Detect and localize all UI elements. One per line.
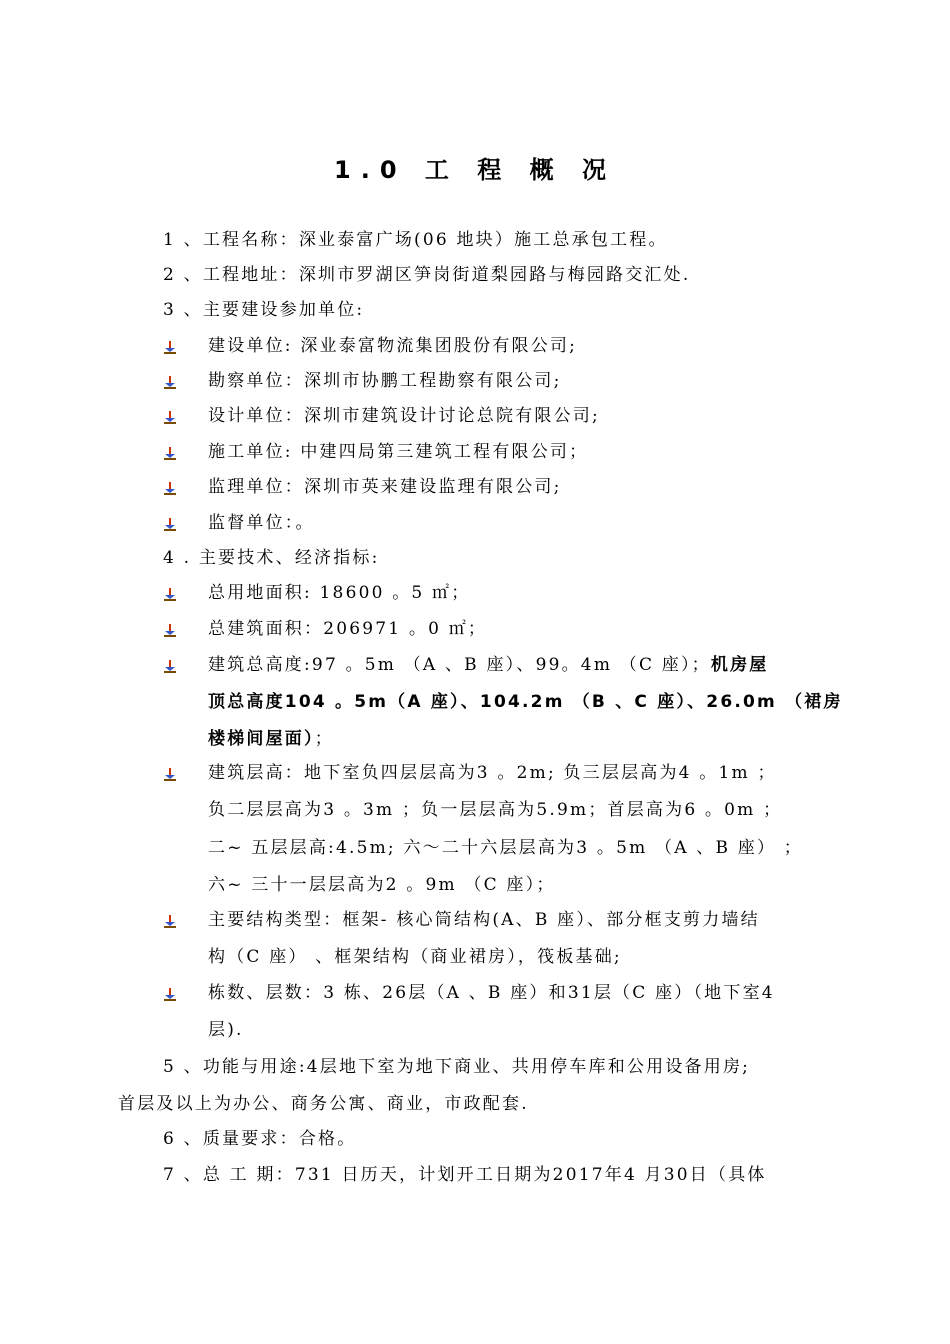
bullet-icon xyxy=(163,659,177,673)
bullet-icon xyxy=(163,481,177,495)
buildings-floors-line-2: 层). xyxy=(208,1020,244,1040)
buildings-floors-line-1: 栋数、层数：3 栋、26层（A 、B 座）和31层（C 座）（地下室4 xyxy=(208,983,775,1003)
floor-height-line-2: 负二层层高为3 。3m ；负一层层高为5.9m；首层高为6 。0m ； xyxy=(208,800,783,820)
bullet-icon xyxy=(163,767,177,781)
machine-room-label: 机房屋 xyxy=(710,655,769,675)
building-height-line-2: 顶总高度104 。5m（A 座）、104.2m （B 、C 座）、26.0m （裙房 xyxy=(208,692,843,712)
unit-supervision: 监理单位：深圳市英来建设监理有限公司; xyxy=(208,477,562,497)
bullet-icon xyxy=(163,446,177,460)
total-land-area: 总用地面积: 18600 。5 ㎡； xyxy=(208,583,471,603)
item-5-function-line-2: 首层及以上为办公、商务公寓、商业，市政配套. xyxy=(118,1094,529,1114)
unit-design: 设计单位：深圳市建筑设计讨论总院有限公司; xyxy=(208,406,600,426)
structure-type-line-1: 主要结构类型：框架- 核心筒结构(A、B 座）、部分框支剪力墙结 xyxy=(208,910,760,930)
bullet-icon xyxy=(163,587,177,601)
bullet-icon xyxy=(163,914,177,928)
unit-oversight: 监督单位：。 xyxy=(208,513,315,533)
bullet-icon xyxy=(163,375,177,389)
item-6-quality: 6 、质量要求：合格。 xyxy=(163,1129,357,1149)
building-height-line-1 xyxy=(208,651,768,679)
floor-height-line-4: 六~ 三十一层层高为2 。9m （C 座）； xyxy=(208,875,556,895)
bullet-icon xyxy=(163,987,177,1001)
building-height-text: 建筑总高度:97 。5m （A 、B 座）、99。4m （C 座）； xyxy=(208,655,711,675)
item-1-project-name: 1 、工程名称：深业泰富广场(06 地块）施工总承包工程。 xyxy=(163,230,668,250)
item-5-function-line-1: 5 、功能与用途:4层地下室为地下商业、共用停车库和公用设备用房; xyxy=(163,1057,751,1077)
building-height-end: ； xyxy=(314,729,334,749)
building-height-line-3 xyxy=(208,725,334,753)
unit-survey: 勘察单位：深圳市协鹏工程勘察有限公司; xyxy=(208,371,562,391)
bullet-icon xyxy=(163,340,177,354)
page-title: 1.0 工 程 概 况 xyxy=(334,156,616,184)
bullet-icon xyxy=(163,410,177,424)
structure-type-line-2: 构（C 座） 、框架结构（商业裙房），筏板基础; xyxy=(208,947,622,967)
bullet-icon xyxy=(163,517,177,531)
stair-roof-label: 楼梯间屋面） xyxy=(208,729,315,749)
total-building-area: 总建筑面积：206971 。0 ㎡； xyxy=(208,619,488,639)
unit-construction: 施工单位: 中建四局第三建筑工程有限公司； xyxy=(208,442,589,462)
item-2-project-address: 2 、工程地址：深圳市罗湖区笋岗街道梨园路与梅园路交汇处. xyxy=(163,265,691,285)
item-3-participants-heading: 3 、主要建设参加单位: xyxy=(163,300,365,320)
floor-height-line-3: 二~ 五层层高:4.5m; 六～二十六层层高为3 。5m （A 、B 座） ； xyxy=(208,838,804,858)
floor-height-line-1: 建筑层高：地下室负四层层高为3 。2m; 负三层层高为4 。1m ； xyxy=(208,763,777,783)
item-7-duration: 7 、总 工 期：731 日历天，计划开工日期为2017年4 月30日（具体 xyxy=(163,1165,767,1185)
item-4-indicators-heading: 4 . 主要技术、经济指标: xyxy=(163,548,380,568)
unit-owner: 建设单位: 深业泰富物流集团股份有限公司; xyxy=(208,336,578,356)
bullet-icon xyxy=(163,623,177,637)
